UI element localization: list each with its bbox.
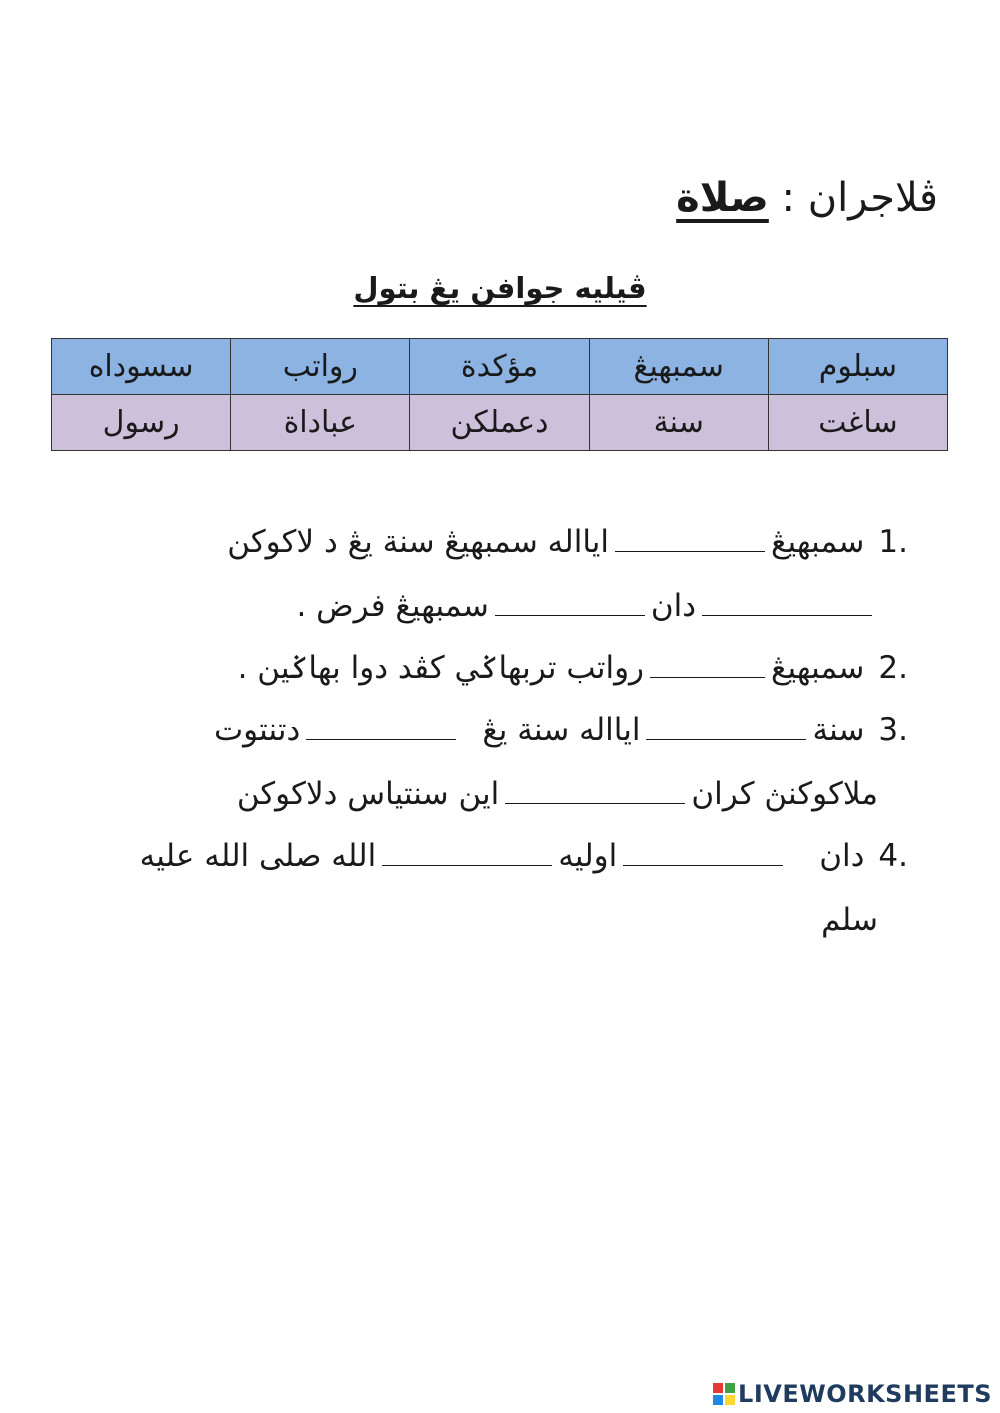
word-bank-cell: سبلوم: [768, 339, 947, 395]
question-text: دتنتوت: [213, 712, 301, 748]
liveworksheets-logo-icon: [713, 1383, 735, 1405]
answer-blank-3b[interactable]: [306, 709, 456, 740]
word-bank-row: [52, 395, 948, 451]
lesson-topic: صلاة: [676, 175, 769, 221]
question-3-line-2: [237, 772, 878, 816]
lesson-title: [676, 170, 938, 226]
question-4-line-2: [821, 898, 878, 942]
question-number: 2.: [878, 650, 908, 686]
answer-blank-1b[interactable]: [702, 585, 872, 616]
question-2-line-1: [238, 646, 908, 690]
answer-blank-3a[interactable]: [646, 709, 806, 740]
question-text: سنة: [812, 712, 865, 748]
word-bank-cell: رسول: [52, 395, 231, 451]
answer-blank-4b[interactable]: [382, 835, 552, 866]
question-text: سمبهيڠ: [771, 524, 865, 560]
brand-name: LIVEWORKSHEETS: [738, 1380, 992, 1408]
question-4-line-1: [140, 834, 908, 878]
answer-blank-3c[interactable]: [505, 773, 685, 804]
question-text: دان: [650, 588, 696, 624]
lesson-label: ڤلاجران :: [781, 175, 938, 221]
answer-blank-4a[interactable]: [623, 835, 783, 866]
word-bank-cell: مؤكدة: [410, 339, 589, 395]
answer-blank-2a[interactable]: [650, 647, 765, 678]
word-bank-row: [52, 339, 948, 395]
word-bank-table: [51, 338, 948, 451]
question-text: ايااله سمبهيڠ سنة يڠ د لاكوكن: [227, 524, 610, 560]
question-text: اين سنتياس دلاكوكن: [236, 776, 500, 812]
question-text: رواتب تربهاݢي كڤد دوا بهاݢين .: [237, 650, 645, 686]
question-text: دان: [819, 838, 865, 874]
question-1-line-1: [227, 520, 908, 564]
question-text: سمبهيڠ فرض .: [296, 588, 489, 624]
word-bank-cell: رواتب: [231, 339, 410, 395]
question-text: الله صلى الله عليه: [139, 838, 377, 874]
word-bank-cell: عباداة: [231, 395, 410, 451]
question-text: سلم: [821, 902, 878, 938]
word-bank-cell: سمبهيڠ: [589, 339, 768, 395]
question-text: سمبهيڠ: [771, 650, 865, 686]
question-text: ايااله سنة يڠ: [482, 712, 641, 748]
word-bank-cell: ساغت: [768, 395, 947, 451]
liveworksheets-brand: [713, 1381, 992, 1407]
answer-blank-1c[interactable]: [495, 585, 645, 616]
question-text: اوليه: [558, 838, 618, 874]
word-bank-cell: سنة: [589, 395, 768, 451]
word-bank-cell: دعملكن: [410, 395, 589, 451]
question-3-line-1: [214, 708, 908, 752]
question-1-line-2: [296, 584, 878, 628]
word-bank-cell: سسوداه: [52, 339, 231, 395]
instruction-heading: ڤيليه جوافن يڠ بتول: [353, 271, 647, 305]
question-number: 4.: [878, 838, 908, 874]
question-number: 1.: [878, 524, 908, 560]
answer-blank-1a[interactable]: [615, 521, 765, 552]
question-number: 3.: [878, 712, 908, 748]
question-text: ملاكوكنڽ كران: [691, 776, 878, 812]
